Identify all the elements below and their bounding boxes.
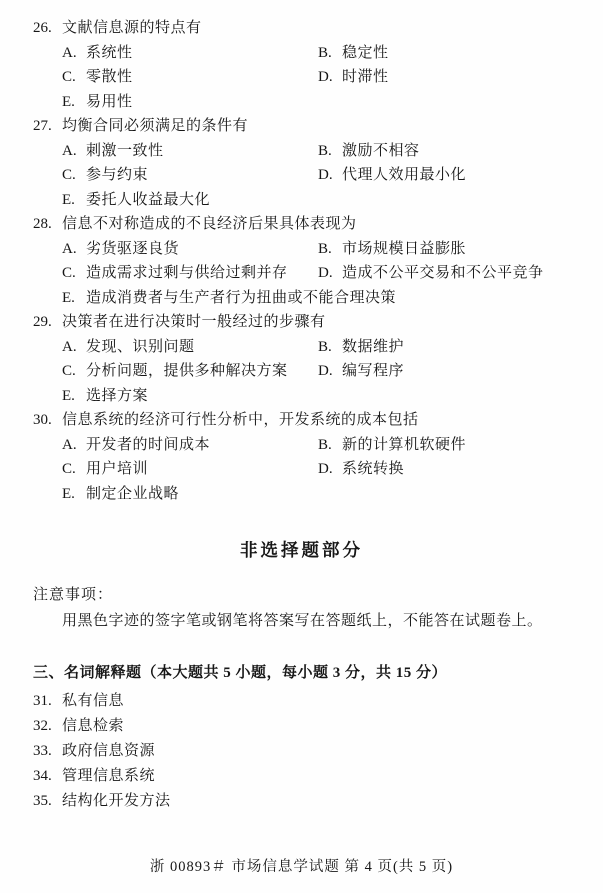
option-label: B. (318, 44, 332, 61)
option-b (318, 41, 389, 66)
option-text: 发现、识别问题 (86, 338, 195, 355)
page-footer: 浙 00893＃ 市场信息学试题 第 4 页(共 5 页) (149, 859, 454, 875)
option-row (0, 41, 603, 66)
definition-item (0, 764, 603, 789)
option-row (0, 457, 603, 482)
option-d (318, 65, 389, 90)
definition-item (0, 789, 603, 814)
question-stem-line (0, 212, 603, 237)
option-text: 用户培训 (86, 461, 149, 477)
option-e (62, 188, 210, 213)
option-text: 分析问题，提供多种解决方案 (86, 363, 288, 379)
item-text: 信息检索 (62, 718, 125, 734)
option-e (62, 384, 148, 409)
option-label: E. (62, 289, 75, 306)
nonchoice-section-heading: 非选择题部分 (240, 540, 363, 560)
question-number: 28. (33, 216, 52, 232)
item-number: 32. (33, 718, 52, 734)
option-text: 系统性 (86, 44, 133, 61)
option-text: 编写程序 (342, 363, 405, 379)
item-text: 管理信息系统 (62, 768, 156, 784)
question-stem: 信息不对称造成的不良经济后果具体表现为 (62, 216, 357, 232)
definition-item (0, 739, 603, 764)
option-text: 选择方案 (86, 387, 149, 404)
option-text: 市场规模日益膨胀 (342, 240, 467, 257)
option-text: 代理人效用最小化 (342, 167, 467, 183)
option-label: E. (62, 93, 75, 110)
option-label: D. (318, 461, 333, 477)
option-d (318, 163, 466, 188)
question-stem-line (0, 114, 603, 139)
option-text: 委托人收益最大化 (86, 191, 211, 208)
notes-title: 注意事项： (33, 587, 114, 603)
option-label: C. (62, 265, 76, 281)
option-text: 劣货驱逐良货 (86, 240, 180, 257)
option-label: B. (318, 142, 332, 159)
option-label: D. (318, 167, 333, 183)
option-e (62, 90, 133, 115)
option-row (0, 482, 603, 507)
question-stem: 信息系统的经济可行性分析中，开发系统的成本包括 (62, 412, 419, 428)
option-label: C. (62, 167, 76, 183)
option-label: A. (62, 142, 77, 159)
question-block-30 (0, 408, 603, 506)
item-number: 31. (33, 693, 52, 709)
question-stem-line (0, 310, 603, 335)
definition-item (0, 714, 603, 739)
option-row (0, 359, 603, 384)
option-row (0, 335, 603, 360)
option-label: A. (62, 338, 77, 355)
question-stem-line (0, 408, 603, 433)
option-c (62, 261, 288, 286)
section3-block (0, 661, 603, 814)
question-block-29 (0, 310, 603, 408)
option-d (318, 261, 544, 286)
option-e (62, 286, 396, 311)
option-row (0, 261, 603, 286)
option-label: A. (62, 240, 77, 257)
notes-body: 用黑色字迹的签字笔或钢笔将答案写在答题纸上，不能答在试题卷上。 (62, 613, 543, 629)
option-c (62, 65, 133, 90)
option-a (62, 41, 133, 66)
option-text: 参与约束 (86, 167, 149, 183)
option-label: C. (62, 363, 76, 379)
question-block-26 (0, 16, 603, 114)
question-number: 27. (33, 118, 52, 134)
option-text: 零散性 (86, 69, 133, 85)
option-label: D. (318, 265, 333, 281)
option-text: 造成不公平交易和不公平竞争 (342, 265, 544, 281)
option-text: 时滞性 (342, 69, 389, 85)
question-number: 30. (33, 412, 52, 428)
option-label: E. (62, 485, 75, 502)
option-a (62, 433, 210, 458)
option-text: 数据维护 (342, 338, 405, 355)
option-text: 易用性 (86, 93, 133, 110)
question-stem: 决策者在进行决策时一般经过的步骤有 (62, 314, 326, 330)
option-row (0, 286, 603, 311)
option-b (318, 139, 420, 164)
option-text: 激励不相容 (342, 142, 420, 159)
option-text: 造成消费者与生产者行为扭曲或不能合理决策 (86, 289, 397, 306)
option-label: D. (318, 69, 333, 85)
option-c (62, 359, 288, 384)
option-text: 系统转换 (342, 461, 405, 477)
option-a (62, 139, 164, 164)
option-label: D. (318, 363, 333, 379)
option-row (0, 163, 603, 188)
option-text: 刺激一致性 (86, 142, 164, 159)
option-label: A. (62, 44, 77, 61)
option-text: 造成需求过剩与供给过剩并存 (86, 265, 288, 281)
section3-heading: 三、名词解释题（本大题共 5 小题，每小题 3 分，共 15 分） (33, 665, 448, 681)
option-label: B. (318, 436, 332, 453)
question-stem-line (0, 16, 603, 41)
question-stem: 均衡合同必须满足的条件有 (62, 118, 249, 134)
notes-block (0, 583, 603, 630)
option-label: E. (62, 387, 75, 404)
option-label: E. (62, 191, 75, 208)
option-a (62, 335, 195, 360)
option-d (318, 457, 404, 482)
option-e (62, 482, 179, 507)
option-label: B. (318, 240, 332, 257)
option-row (0, 433, 603, 458)
question-number: 29. (33, 314, 52, 330)
question-block-28 (0, 212, 603, 310)
item-number: 33. (33, 743, 52, 759)
option-text: 新的计算机软硬件 (342, 436, 467, 453)
option-text: 稳定性 (342, 44, 389, 61)
option-label: C. (62, 461, 76, 477)
option-label: C. (62, 69, 76, 85)
option-b (318, 433, 466, 458)
item-number: 35. (33, 793, 52, 809)
option-label: A. (62, 436, 77, 453)
option-row (0, 90, 603, 115)
option-text: 开发者的时间成本 (86, 436, 211, 453)
item-text: 私有信息 (62, 693, 125, 709)
question-number: 26. (33, 20, 52, 36)
question-stem: 文献信息源的特点有 (62, 20, 202, 36)
option-d (318, 359, 404, 384)
option-a (62, 237, 179, 262)
item-number: 34. (33, 768, 52, 784)
option-row (0, 65, 603, 90)
option-b (318, 237, 466, 262)
option-text: 制定企业战略 (86, 485, 180, 502)
option-b (318, 335, 404, 360)
option-row (0, 384, 603, 409)
option-c (62, 163, 148, 188)
option-c (62, 457, 148, 482)
item-text: 结构化开发方法 (62, 793, 171, 809)
item-text: 政府信息资源 (62, 743, 156, 759)
option-label: B. (318, 338, 332, 355)
option-row (0, 139, 603, 164)
definition-item (0, 689, 603, 714)
option-row (0, 188, 603, 213)
option-row (0, 237, 603, 262)
question-block-27 (0, 114, 603, 212)
